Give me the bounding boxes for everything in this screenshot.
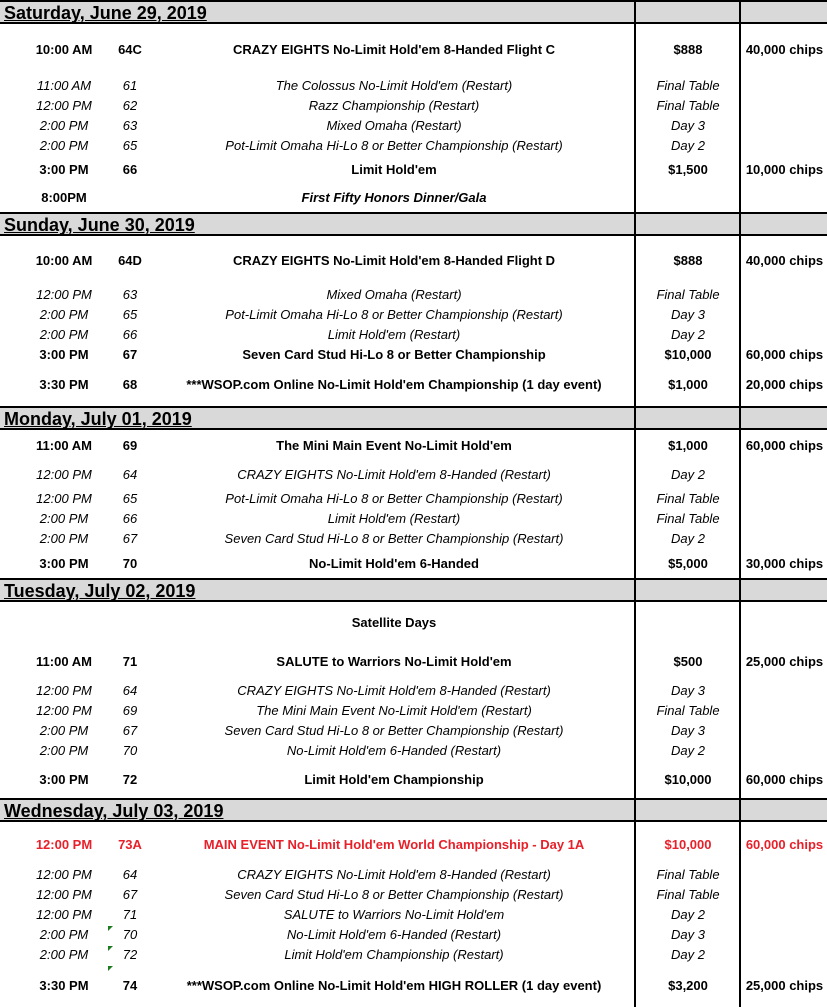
event-buyin: $1,000	[668, 438, 708, 453]
event-buyin: Final Table	[656, 867, 720, 882]
event-name: First Fifty Honors Dinner/Gala	[301, 190, 487, 205]
event-row	[0, 160, 827, 180]
event-time: 12:00 PM	[36, 887, 92, 902]
event-name: Seven Card Stud Hi-Lo 8 or Better Championship (Restart)	[224, 723, 564, 738]
event-buyin: $10,000	[664, 837, 712, 852]
event-time: 10:00 AM	[35, 253, 93, 268]
event-name: ***WSOP.com Online No-Limit Hold'em HIGH ROLLER (1 day event)	[186, 978, 602, 993]
event-row	[0, 436, 827, 456]
event-row	[0, 489, 827, 509]
event-buyin: Final Table	[656, 703, 720, 718]
event-buyin: Final Table	[656, 887, 720, 902]
event-time: 12:00 PM	[36, 703, 92, 718]
event-row	[0, 741, 827, 761]
event-buyin: Final Table	[656, 491, 720, 506]
day-title: Wednesday, July 03, 2019	[4, 801, 224, 821]
event-time: 12:00 PM	[36, 491, 92, 506]
event-row	[0, 613, 827, 633]
event-name: SALUTE to Warriors No-Limit Hold'em	[276, 654, 512, 669]
event-buyin: Final Table	[656, 511, 720, 526]
event-time: 2:00 PM	[39, 531, 89, 546]
event-name: No-Limit Hold'em 6-Handed (Restart)	[286, 927, 502, 942]
event-name: Pot-Limit Omaha Hi-Lo 8 or Better Championship (Restart)	[225, 307, 563, 322]
event-row	[0, 345, 827, 365]
event-time: 10:00 AM	[35, 42, 93, 57]
day-header	[0, 798, 827, 822]
event-buyin: Final Table	[656, 287, 720, 302]
header-column-divider	[634, 798, 636, 822]
event-time: 3:30 PM	[39, 978, 89, 993]
event-num: 66	[122, 511, 138, 526]
event-time: 3:00 PM	[39, 556, 89, 571]
event-chips: 60,000 chips	[745, 438, 824, 453]
event-num: 70	[122, 556, 138, 571]
day-header	[0, 406, 827, 430]
event-buyin: $5,000	[668, 556, 708, 571]
event-name: The Mini Main Event No-Limit Hold'em (Restart)	[256, 703, 532, 718]
event-chips: 10,000 chips	[745, 162, 824, 177]
event-row	[0, 885, 827, 905]
event-row	[0, 96, 827, 116]
event-buyin: $3,200	[668, 978, 708, 993]
event-buyin: $1,500	[668, 162, 708, 177]
event-buyin: $500	[673, 654, 703, 669]
event-name: CRAZY EIGHTS No-Limit Hold'em 8-Handed (Restart)	[237, 467, 551, 482]
event-row	[0, 285, 827, 305]
event-name: No-Limit Hold'em 6-Handed	[309, 556, 479, 571]
event-buyin: Day 2	[671, 743, 705, 758]
event-num: 69	[122, 703, 138, 718]
event-buyin: Day 3	[671, 307, 705, 322]
event-num: 68	[122, 377, 138, 392]
event-buyin: $10,000	[664, 772, 712, 787]
event-time: 2:00 PM	[39, 118, 89, 133]
event-name: Mixed Omaha (Restart)	[326, 287, 462, 302]
event-row	[0, 925, 827, 945]
event-buyin: $888	[673, 253, 703, 268]
event-buyin: Day 3	[671, 118, 705, 133]
event-time: 2:00 PM	[39, 723, 89, 738]
event-num: 71	[122, 907, 138, 922]
event-name: SALUTE to Warriors No-Limit Hold'em	[283, 907, 505, 922]
header-column-divider	[634, 0, 636, 24]
event-num: 72	[122, 772, 138, 787]
event-name: Limit Hold'em Championship	[304, 772, 484, 787]
event-row	[0, 305, 827, 325]
event-buyin: Final Table	[656, 78, 720, 93]
event-row	[0, 76, 827, 96]
event-num: 70	[122, 927, 138, 942]
event-row	[0, 721, 827, 741]
event-time: 12:00 PM	[36, 907, 92, 922]
cell-comment-indicator	[108, 966, 113, 971]
event-chips: 40,000 chips	[745, 42, 824, 57]
event-num: 61	[122, 78, 138, 93]
event-row	[0, 652, 827, 672]
event-num: 63	[122, 118, 138, 133]
event-row	[0, 325, 827, 345]
event-time: 3:00 PM	[39, 772, 89, 787]
event-buyin: $10,000	[664, 347, 712, 362]
event-row	[0, 554, 827, 574]
event-row	[0, 116, 827, 136]
event-name: Pot-Limit Omaha Hi-Lo 8 or Better Championship (Restart)	[225, 138, 563, 153]
event-name: The Mini Main Event No-Limit Hold'em	[276, 438, 512, 453]
header-column-divider	[634, 406, 636, 430]
day-header	[0, 0, 827, 24]
event-num: 67	[122, 347, 138, 362]
event-buyin: Day 2	[671, 531, 705, 546]
event-chips: 60,000 chips	[745, 347, 824, 362]
event-time: 12:00 PM	[36, 98, 92, 113]
event-row	[0, 701, 827, 721]
event-time: 2:00 PM	[39, 743, 89, 758]
event-time: 2:00 PM	[39, 511, 89, 526]
event-time: 11:00 AM	[36, 654, 92, 669]
event-num: 69	[122, 438, 138, 453]
event-time: 2:00 PM	[39, 927, 89, 942]
header-column-divider	[634, 578, 636, 602]
event-num: 66	[122, 162, 138, 177]
day-header	[0, 578, 827, 602]
event-num: 65	[122, 491, 138, 506]
event-num: 65	[122, 138, 138, 153]
event-num: 65	[122, 307, 138, 322]
event-name: ***WSOP.com Online No-Limit Hold'em Championship (1 day event)	[186, 377, 602, 392]
event-time: 2:00 PM	[39, 307, 89, 322]
event-time: 3:30 PM	[39, 377, 89, 392]
event-name: Mixed Omaha (Restart)	[326, 118, 462, 133]
event-num: 67	[122, 723, 138, 738]
event-time: 3:00 PM	[39, 347, 89, 362]
event-num: 63	[122, 287, 138, 302]
event-row	[0, 905, 827, 925]
event-time: 12:00 PM	[36, 867, 92, 882]
event-row	[0, 976, 827, 996]
event-row	[0, 865, 827, 885]
event-time: 11:00 AM	[36, 78, 92, 93]
event-name: MAIN EVENT No-Limit Hold'em World Championship - Day 1A	[203, 837, 585, 852]
event-buyin: Day 2	[671, 138, 705, 153]
event-name: CRAZY EIGHTS No-Limit Hold'em 8-Handed Flight C	[232, 42, 556, 57]
event-buyin: Final Table	[656, 98, 720, 113]
day-title: Tuesday, July 02, 2019	[4, 581, 196, 601]
day-header	[0, 212, 827, 236]
header-column-divider	[739, 212, 741, 236]
event-row	[0, 136, 827, 156]
event-buyin: Day 2	[671, 327, 705, 342]
event-chips: 60,000 chips	[745, 772, 824, 787]
event-time: 11:00 AM	[36, 438, 92, 453]
day-title: Monday, July 01, 2019	[4, 409, 192, 429]
event-time: 12:00 PM	[36, 287, 92, 302]
event-chips: 25,000 chips	[745, 654, 824, 669]
event-num: 73A	[118, 837, 142, 852]
event-row	[0, 251, 827, 271]
header-column-divider	[739, 0, 741, 24]
event-num: 64	[122, 683, 138, 698]
event-num: 67	[122, 531, 138, 546]
event-num: 71	[122, 654, 138, 669]
event-buyin: Day 3	[671, 683, 705, 698]
event-time: 12:00 PM	[35, 837, 93, 852]
event-chips: 40,000 chips	[745, 253, 824, 268]
event-row	[0, 465, 827, 485]
event-name: The Colossus No-Limit Hold'em (Restart)	[275, 78, 513, 93]
event-buyin: Day 3	[671, 927, 705, 942]
event-time: 12:00 PM	[36, 467, 92, 482]
event-num: 62	[122, 98, 138, 113]
event-name: Satellite Days	[351, 615, 437, 630]
event-name: CRAZY EIGHTS No-Limit Hold'em 8-Handed (Restart)	[237, 867, 551, 882]
event-num: 64C	[118, 42, 142, 57]
event-chips: 30,000 chips	[745, 556, 824, 571]
event-name: Pot-Limit Omaha Hi-Lo 8 or Better Championship (Restart)	[225, 491, 563, 506]
event-num: 67	[122, 887, 138, 902]
event-name: Razz Championship (Restart)	[308, 98, 480, 113]
event-name: CRAZY EIGHTS No-Limit Hold'em 8-Handed Flight D	[232, 253, 556, 268]
event-num: 66	[122, 327, 138, 342]
event-buyin: Day 2	[671, 467, 705, 482]
header-column-divider	[739, 798, 741, 822]
event-buyin: Day 3	[671, 723, 705, 738]
event-num: 64	[122, 467, 138, 482]
event-name: Seven Card Stud Hi-Lo 8 or Better Championship	[242, 347, 546, 362]
event-time: 3:00 PM	[39, 162, 89, 177]
event-time: 2:00 PM	[39, 947, 89, 962]
event-name: Seven Card Stud Hi-Lo 8 or Better Championship (Restart)	[224, 887, 564, 902]
event-row	[0, 188, 827, 208]
event-time: 12:00 PM	[36, 683, 92, 698]
header-column-divider	[739, 578, 741, 602]
event-row	[0, 681, 827, 701]
event-row	[0, 375, 827, 395]
event-num: 64	[122, 867, 138, 882]
event-time: 2:00 PM	[39, 327, 89, 342]
header-column-divider	[739, 406, 741, 430]
event-name: Limit Hold'em Championship (Restart)	[284, 947, 504, 962]
event-name: Limit Hold'em (Restart)	[327, 327, 461, 342]
event-row	[0, 770, 827, 790]
event-time: 2:00 PM	[39, 138, 89, 153]
event-buyin: Day 2	[671, 907, 705, 922]
event-num: 72	[122, 947, 138, 962]
event-num: 74	[122, 978, 138, 993]
cell-comment-indicator	[108, 946, 113, 951]
event-buyin: $1,000	[668, 377, 708, 392]
event-row	[0, 40, 827, 60]
event-buyin: $888	[673, 42, 703, 57]
event-chips: 60,000 chips	[745, 837, 824, 852]
event-row	[0, 945, 827, 965]
event-num: 70	[122, 743, 138, 758]
event-num: 64D	[118, 253, 142, 268]
event-buyin: Day 2	[671, 947, 705, 962]
event-name: Limit Hold'em (Restart)	[327, 511, 461, 526]
event-row	[0, 509, 827, 529]
event-chips: 25,000 chips	[745, 978, 824, 993]
event-row	[0, 529, 827, 549]
day-title: Saturday, June 29, 2019	[4, 3, 207, 23]
event-chips: 20,000 chips	[745, 377, 824, 392]
event-name: Seven Card Stud Hi-Lo 8 or Better Championship (Restart)	[224, 531, 564, 546]
cell-comment-indicator	[108, 926, 113, 931]
event-time: 8:00PM	[41, 190, 87, 205]
day-title: Sunday, June 30, 2019	[4, 215, 195, 235]
event-name: Limit Hold'em	[351, 162, 437, 177]
event-name: No-Limit Hold'em 6-Handed (Restart)	[286, 743, 502, 758]
header-column-divider	[634, 212, 636, 236]
event-row	[0, 835, 827, 855]
event-name: CRAZY EIGHTS No-Limit Hold'em 8-Handed (Restart)	[237, 683, 551, 698]
